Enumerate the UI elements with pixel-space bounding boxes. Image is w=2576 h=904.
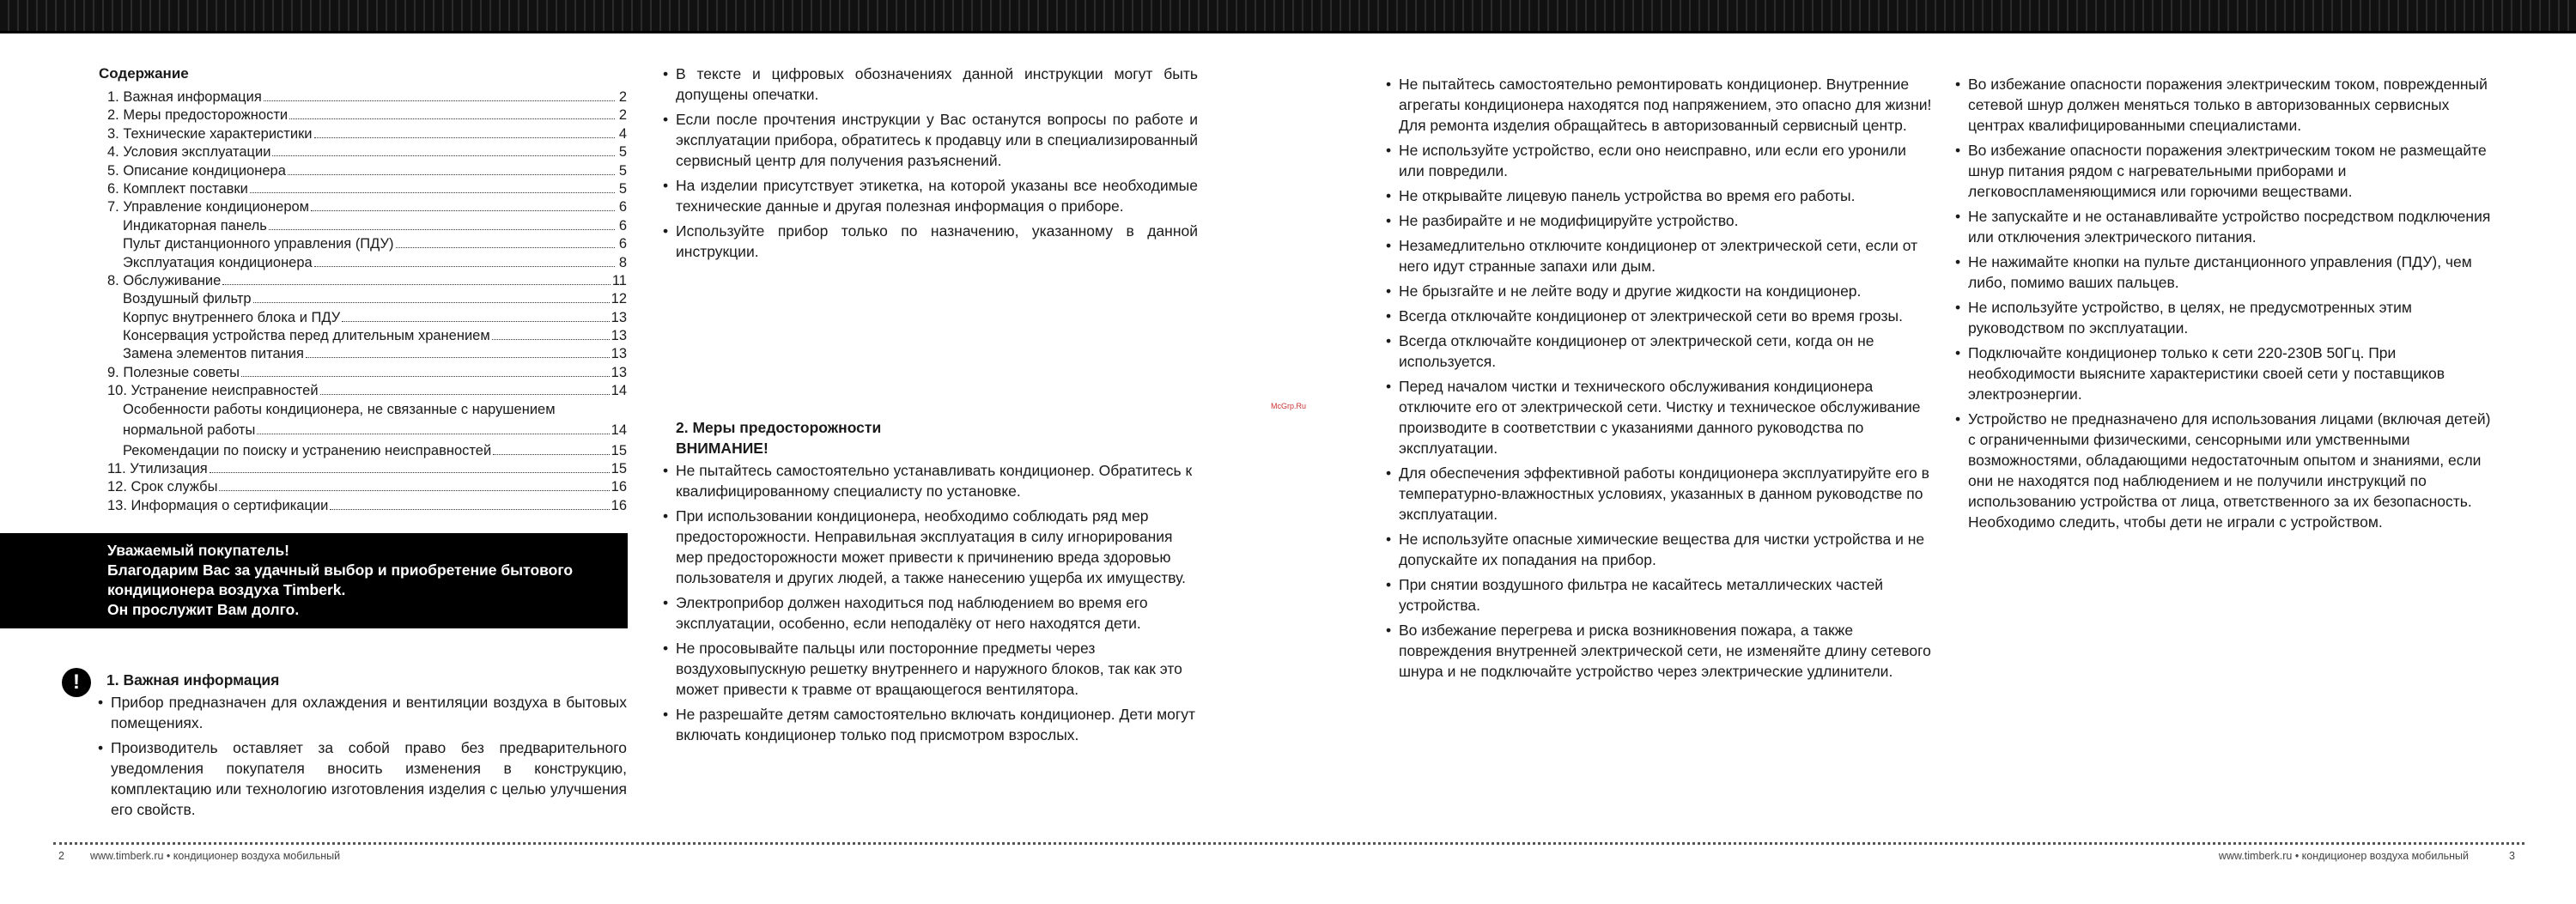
- toc-entry-page: 2: [618, 107, 627, 124]
- list-item: • Подключайте кондиционер только к сети 220-230В 50Гц. При необходимости выясните характеристики своей сети у поставщиков электроэнергии.: [1953, 343, 2494, 404]
- precautions-column-4: [1953, 74, 2494, 537]
- thank-you-box: [0, 533, 628, 628]
- toc-leader-dots: [219, 479, 609, 491]
- list-item: • Электроприбор должен находиться под наблюдением во время его эксплуатации, особенно, если неподалёку от него находятся дети.: [661, 592, 1198, 634]
- toc-entry-label: Особенности работы кондиционера, не связанные с нарушением: [123, 401, 556, 417]
- toc-entry-label: 13. Информация о сертификации: [107, 497, 329, 513]
- toc-leader-dots: [306, 346, 610, 358]
- toc-leader-dots: [493, 443, 609, 455]
- toc-leader-dots: [272, 144, 615, 156]
- toc-entry-label: Воздушный фильтр: [123, 291, 252, 307]
- important-bullets: [96, 692, 627, 820]
- toc-entry: [99, 288, 627, 306]
- list-item: • На изделии присутствует этикетка, на которой указаны все необходимые технические данные и другая полезная информация о приборе.: [661, 175, 1198, 216]
- toc-leader-dots: [222, 273, 611, 285]
- toc-entry: [99, 270, 627, 288]
- toc-entry: [99, 362, 627, 380]
- list-item: • В тексте и цифровых обозначениях данной инструкции могут быть допущены опечатки.: [661, 64, 1198, 105]
- toc-entry: [99, 105, 627, 123]
- toc-entry-label: 6. Комплект поставки: [107, 180, 248, 197]
- list-item: • Не пытайтесь самостоятельно ремонтировать кондиционер. Внутренние агрегаты кондиционера находятся под напряжением, это опасно для жизни! Для ремонта изделия обращайтесь в авторизованный сервисный центр.: [1384, 74, 1934, 136]
- toc-entry-label: 12. Срок службы: [107, 479, 218, 495]
- toc-entry-page: 6: [618, 217, 627, 234]
- toc-entry-page: 6: [618, 199, 627, 215]
- section-title: 2. Меры предосторожности: [676, 419, 882, 436]
- toc-leader-dots: [210, 461, 610, 473]
- thanks-line: Он прослужит Вам долго.: [107, 601, 300, 618]
- toc-entry-label: 10. Устранение неисправностей: [107, 383, 319, 399]
- toc-entry: [99, 476, 627, 494]
- toc-entry-label: Замена элементов питания: [123, 346, 304, 362]
- toc-leader-dots: [314, 126, 615, 138]
- list-item: • Не просовывайте пальцы или посторонние предметы через воздуховыпускную решетку внутреннего и наружного блоков, так как это может привести к травме от вращающегося вентилятора.: [661, 638, 1198, 700]
- toc-entry: [99, 458, 627, 476]
- toc-entry-label: 5. Описание кондиционера: [107, 162, 286, 179]
- list-item: • Во избежание перегрева и риска возникновения пожара, а также повреждения внутренней электрической сети, не изменяйте длину сетевого шнура и не подключайте устройство через электрические удлинители.: [1384, 620, 1934, 682]
- toc-entry-label: 11. Утилизация: [107, 461, 208, 477]
- top-decorative-bar: [0, 0, 2576, 33]
- toc-entry-page: 14: [611, 422, 627, 438]
- toc-entry-label: 2. Меры предосторожности: [107, 107, 289, 124]
- list-item: • Не брызгайте и не лейте воду и другие жидкости на кондиционер.: [1384, 281, 1934, 301]
- toc-entry: [99, 399, 627, 440]
- toc-leader-dots: [289, 107, 615, 119]
- toc-leader-dots: [314, 255, 615, 267]
- thanks-line: Благодарим Вас за удачный выбор и приобретение бытового: [107, 561, 574, 579]
- toc-entry-page: 16: [611, 497, 627, 513]
- toc-leader-dots: [330, 498, 609, 510]
- list-item: • Во избежание опасности поражения электрическим током не размещайте шнур питания рядом с нагревательными приборами и легковоспламеняющимися или горючими веществами.: [1953, 140, 2494, 202]
- list-item: • Производитель оставляет за собой право без предварительного уведомления покупателя вносить изменения в конструкцию, комплектацию или технологию изготовления изделия с целью улучшения его свойств.: [96, 737, 627, 820]
- list-item: • При снятии воздушного фильтра не касайтесь металлических частей устройства.: [1384, 574, 1934, 616]
- list-item: • Не используйте устройство, в целях, не предусмотренных этим руководством по эксплуатации.: [1953, 297, 2494, 338]
- toc-entry-label: Пульт дистанционного управления (ПДУ): [123, 236, 394, 252]
- toc-leader-dots: [253, 291, 610, 303]
- toc-entry: [99, 197, 627, 215]
- toc-entry-label: Рекомендации по поиску и устранению неисправностей: [123, 442, 492, 458]
- list-item: • Устройство не предназначено для использования лицами (включая детей) с ограниченными физическими, сенсорными или умственными возможностями, обладающими недостаточным опытом и знаниями, если они не находятся под наблюдением и не получили инструкций по использованию устройства от лица, ответственного за их безопасность. Необходимо следить, чтобы дети не играли с устройством.: [1953, 409, 2494, 532]
- general-notes-column: [661, 64, 1198, 266]
- footer-divider: [53, 842, 2524, 845]
- list-item: • Не нажимайте кнопки на пульте дистанционного управления (ПДУ), чем либо, помимо ваших пальцев.: [1953, 252, 2494, 293]
- exclamation-icon: !: [62, 668, 91, 697]
- toc-entry-page: 6: [618, 236, 627, 252]
- list-item: • При использовании кондиционера, необходимо соблюдать ряд мер предосторожности. Неправильная эксплуатация в силу игнорирования мер предосторожности может привести к причинению вреда здоровью пользователя и других людей, а также нанесению ущерба их имуществу.: [661, 506, 1198, 588]
- toc-entry: [99, 440, 627, 458]
- toc-entry: [99, 380, 627, 398]
- list-item: • Для обеспечения эффективной работы кондиционера эксплуатируйте его в температурно-влажностных условиях, указанных в данном руководстве по эксплуатации.: [1384, 463, 1934, 525]
- toc-entry-page: 14: [611, 383, 627, 399]
- footer-website-right: www.timberk.ru • кондиционер воздуха мобильный: [2218, 850, 2469, 862]
- toc-entry-label: 3. Технические характеристики: [107, 125, 313, 142]
- list-item: • Всегда отключайте кондиционер от электрической сети во время грозы.: [1384, 306, 1934, 326]
- toc-entry-label: Консервация устройства перед длительным хранением: [123, 328, 490, 344]
- toc-entry-label: 7. Управление кондиционером: [107, 199, 310, 215]
- thanks-line: Уважаемый покупатель!: [107, 542, 289, 559]
- precautions-list: [661, 460, 1198, 745]
- list-item: • Незамедлительно отключите кондиционер от электрической сети, если от него идут странные запахи или дым.: [1384, 235, 1934, 276]
- toc-entry-page: 13: [611, 328, 627, 344]
- toc-entry-label: Индикаторная панель: [123, 217, 267, 234]
- toc-entry-label: Корпус внутреннего блока и ПДУ: [123, 309, 341, 325]
- toc-entry-page: 4: [618, 125, 627, 142]
- list-item: • Не пытайтесь самостоятельно устанавливать кондиционер. Обратитесь к квалифицированному специалисту по установке.: [661, 460, 1198, 501]
- list-item: • Если после прочтения инструкции у Вас останутся вопросы по работе и эксплуатации прибора, обратитесь к продавцу или в специализированный сервисный центр для получения разъяснений.: [661, 109, 1198, 171]
- toc-entry-page: 12: [611, 291, 627, 307]
- toc-leader-dots: [250, 181, 615, 193]
- toc-entry-label-cont: нормальной работы: [123, 422, 256, 438]
- toc-leader-dots: [269, 218, 615, 230]
- list-item: • Перед началом чистки и технического обслуживания кондиционера отключите его от электрической сети. Чистку и техническое обслуживание производите в соответствии с указаниями данного руководства по эксплуатации.: [1384, 376, 1934, 458]
- list-item: • Используйте прибор только по назначению, указанному в данной инструкции.: [661, 221, 1198, 262]
- toc-title: Содержание: [99, 65, 189, 82]
- toc-entry-page: 11: [611, 272, 627, 288]
- watermark: McGrp.Ru: [1271, 402, 1307, 410]
- precautions-list: [1953, 74, 2494, 532]
- list-item: • Не разбирайте и не модифицируйте устройство.: [1384, 210, 1934, 231]
- list-item: • Во избежание опасности поражения электрическим током, поврежденный сетевой шнур должен меняться только в авторизованных сервисных центрах квалифицированными специалистами.: [1953, 74, 2494, 136]
- toc-entry-label: 4. Условия эксплуатации: [107, 144, 271, 161]
- page-number-right: 3: [2509, 850, 2515, 862]
- toc-list: [99, 87, 627, 513]
- toc-entry: [99, 87, 627, 105]
- toc-leader-dots: [396, 236, 615, 248]
- toc-entry: [99, 142, 627, 160]
- page-number-left: 2: [58, 850, 64, 862]
- toc-leader-dots: [492, 328, 610, 340]
- list-item: • Не запускайте и не останавливайте устройство посредством подключения или отключения электрического питания.: [1953, 206, 2494, 247]
- toc-entry-label: 8. Обслуживание: [107, 272, 222, 288]
- toc-entry-page: 5: [618, 162, 627, 179]
- list-item: • Прибор предназначен для охлаждения и вентиляции воздуха в бытовых помещениях.: [96, 692, 627, 733]
- toc-entry-page: 2: [618, 89, 627, 105]
- list-item: • Не используйте опасные химические вещества для чистки устройства и не допускайте их попадания на прибор.: [1384, 529, 1934, 570]
- list-item: • Не используйте устройство, если оно неисправно, или если его уронили или повредили.: [1384, 140, 1934, 181]
- precautions-column-3: [1384, 74, 1934, 686]
- toc-leader-dots: [311, 199, 615, 211]
- list-item: • Не разрешайте детям самостоятельно включать кондиционер. Дети могут включать кондиционер только под присмотром взрослых.: [661, 704, 1198, 745]
- toc-entry: [99, 215, 627, 234]
- warning-label: ВНИМАНИЕ!: [676, 440, 769, 457]
- toc-leader-dots: [264, 89, 615, 101]
- toc-entry-page: 5: [618, 180, 627, 197]
- thanks-line: кондиционера воздуха Timberk.: [107, 581, 346, 598]
- precautions-section: [661, 417, 1198, 749]
- important-info-section: [73, 670, 627, 824]
- toc-entry-label: 9. Полезные советы: [107, 364, 240, 380]
- section-title: 1. Важная информация: [106, 671, 280, 689]
- precautions-list: [1384, 74, 1934, 682]
- toc-leader-dots: [241, 365, 610, 377]
- toc-entry-page: 13: [611, 309, 627, 325]
- table-of-contents: [99, 64, 627, 513]
- general-notes-list: [661, 64, 1198, 262]
- toc-entry-page: 5: [618, 144, 627, 161]
- list-item: • Не открывайте лицевую панель устройства во время его работы.: [1384, 185, 1934, 206]
- toc-entry: [99, 495, 627, 513]
- toc-entry-page: 8: [618, 254, 627, 270]
- toc-entry-page: 15: [611, 442, 627, 458]
- toc-leader-dots: [342, 310, 609, 322]
- toc-leader-dots: [288, 163, 615, 175]
- toc-entry: [99, 161, 627, 179]
- toc-entry-page: 15: [611, 461, 627, 477]
- toc-entry-page: 13: [611, 346, 627, 362]
- toc-entry: [99, 252, 627, 270]
- footer-website-left: www.timberk.ru • кондиционер воздуха мобильный: [90, 850, 341, 862]
- toc-leader-dots: [320, 383, 610, 395]
- toc-entry-page: 16: [611, 479, 627, 495]
- list-item: • Всегда отключайте кондиционер от электрической сети, когда он не используется.: [1384, 331, 1934, 372]
- toc-entry-label: 1. Важная информация: [107, 89, 262, 105]
- toc-entry: [99, 124, 627, 142]
- toc-leader-dots: [257, 422, 609, 434]
- toc-entry: [99, 179, 627, 197]
- toc-entry: [99, 325, 627, 343]
- toc-entry: [99, 307, 627, 325]
- toc-entry-page: 13: [611, 364, 627, 380]
- toc-entry: [99, 343, 627, 361]
- toc-entry-label: Эксплуатация кондиционера: [123, 254, 313, 270]
- toc-entry: [99, 234, 627, 252]
